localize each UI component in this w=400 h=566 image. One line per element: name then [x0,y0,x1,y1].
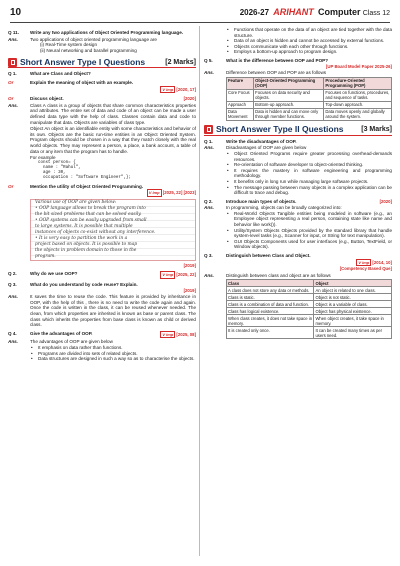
header-class: Class 12 [362,10,390,17]
bullet-item: • Utility/System Objects Objects provided by the standard library that handle system-level tasks (e.g., Scanner for input, or String for text manipulation). [204,228,392,239]
answer-5: Ans. Difference between OOP and POP are as follows [204,70,327,76]
header-subject: Computer [318,7,361,17]
bullet-item: • It emphasis on data rather than functions. [8,345,196,351]
page-header [10,6,390,22]
year-tag: V Imp [2020, 17] [162,86,196,92]
header-title [240,7,390,17]
board-tag: [UP Board Model Paper 2025-26] [325,63,392,69]
bullet-item: • It requires the mastery in software engineering and programming methodology. [204,168,392,179]
answer-4: Ans. The advantages of OOP are given below [8,339,113,345]
bullet-item: • Data of an object is hidden and cannot be accessed by external functions. [204,38,392,44]
table-row: A class does not store any data or methods. An object is related to one class. [227,287,392,294]
board-tag: [Competency Based Que] [339,266,392,272]
table-row: When class creates, it does not take space in memory. When object creates, it take space in memory. [227,315,392,327]
table-row: Class is a combination of data and function. Object is a variable of class. [227,301,392,308]
table-row: Class has logical existence. Object has physical existence. [227,308,392,315]
answer-item: (i) Real-Time system design [40,42,98,48]
table-row: Approach Bottom-up approach. Top-down approach. [227,101,392,108]
question-3: Q 3. What do you understand by code reuse? Explain. [8,282,138,288]
column-divider [199,26,200,556]
answer-3: Ans. Distinguish between class and object are as follows [204,272,331,278]
bullet-item: • Data structures are designed in such a way so as to characterise the objects. [8,356,196,362]
table-row: It is created only once. It can be created many times as per users need. [227,327,392,339]
answer-item: (ii) Neural networking and barallel programming [40,47,137,53]
bullet-item: • Objects communicate with each other through functions. [204,44,392,50]
oop-pop-table: Feature Object-Oriented Programming (OOP) Procedure-Oriented Programming (POP) Core Focus Focuses on data security and objects. Focuses on functions, procedures, and sequence of tasks. Approach Bottom-up approach. Top-down approach. Data Movement Data is hidden and can move only through member functions. Data moves openly and globally around the system. [226,77,392,121]
left-column: Q 11. Write any two applications of Object Oriented Programming language. Ans. Two applications of object oriented programming language are (i) Real-Time system design (ii) Neural networking and barallel programming Short Answer Type I Questions [2 Marks] Q 1. What are Class and Object? Or Explain the meaning of object with an example. V Imp [2020, 17] Or Discuss object. [2020] Ans. Class A class is a group of objects that share common characteristics properties and attributes. The entire set of data and code of an object can be made a user defined data type with the help of class. Classes contain data and code to manipulate that data. Objects are variables of class type. Object An object is an identifiable entity with some characteristics and behavior of its own. Objects are the basic run-time entities in an Object Oriented System. Program objects should be chosen in a way that they match closely with the real world objects. They may represent a person, a place, a bank account, a table of data or any item that the program has to handle. For example const person= { name : "Rahul", age : 30, occupation : "Software Engineer",}; Or Mention the utility of Object Oriented Programming. V Imp [2025, 22] [2023] Various use of OOP are given below: • OOP language allows to break the program into the bit sized problems that can be solved easily. • OOP systems can be easily upgraded from small to large systems. It is possible that multiple instances of objects co-exist without any interference. • It is very easy to partition the work in a project based on objects. It is possible to map the objects in problem domain to those in the program. [2019] Q 2. Why do we use OOP? V Imp [2025, 22] Q 3. What do you understand by code reuse? Explain. [2019] Ans. It saves the time to reuse the code. This feature is provided by inheritance in OOP, with the help of this , there is no need to write the code again and again. Once the code is written in the class, it can be reused whenever needed. The clean, from which properties are inherited is known as base or parent class. The class which inherits the properties from base class is known as child or derived class. Q 4. Give the advantages of OOP. V Imp [2025, 08] Ans. The advantages of OOP are given below • It emphasis on data rather than functions. • Programs are divided into sets of related objects. • Data structures are designed in such a way so as to characterise the objects. [8,27,196,362]
answer-3: Ans. It saves the time to reuse the code. This feature is provided by inheritance in OOP, with the help of this , there is no need to write the code again and again. Once the code is written in the class, it can be reused whenever needed. The clean, from which properties are inherited is known as base or parent class. The class which inherits the properties from base class is known as child or derived class. [8,294,196,328]
or-question: Or Explain the meaning of object with an example. [8,79,134,85]
year-tag: V Imp [2014, 10] [358,259,392,265]
handwritten-answer: Various use of OOP are given below: • OOP language allows to break the program into the bit sized problems that can be solved easily. • OOP systems can be easily upgraded from small to large systems. It is possible that multiple instances of objects co-exist without any interference. • It is very easy to partition the work in a project based on objects. It is possible to map the objects in problem domain to those in the program. [30,199,196,261]
bullet-item: • Real-World Objects Tangible entities being modeled in software (e.g., an Employee object representing a real person, containing state like name and behavior like work()). [204,211,392,228]
year-tag: [2019] [183,262,196,268]
brand-logo: ARIHANT [273,7,314,17]
question-1: Q 1. What are Class and Object? [8,71,91,77]
question-2: Q 2. Why do we use OOP? V Imp [2025, 22] [8,271,196,278]
question-11: Q 11. Write any two applications of Object Oriented Programming language. [8,30,184,35]
code-line: name : "Rahul", [38,165,81,170]
code-line: occupation : "Software Engineer",}; [38,175,131,180]
answer-1: Ans. Disadvantages of OOP are given below [204,145,307,151]
bullet-item: • Functions that operate on the data of an object are tied together with the data structure. [204,27,392,38]
bullet-item: • Employs a bottom-up approach to program design. [204,49,392,55]
answer-1: Ans. Class A class is a group of objects that share common characteristics properties and attributes. The entire set of data and code of an object can be made a user defined data type with the help of class. Classes contain data and code to manipulate that data. Objects are variables of class type. [8,102,196,125]
table-row: Core Focus Focuses on data security and objects. Focuses on functions, procedures, and sequence of tasks. [227,89,392,101]
page-number: 10 [10,7,22,18]
right-column [204,27,392,339]
section-heading-type-2: Short Answer Type II Questions [3 Marks] [204,125,392,136]
code-line: age : 30, [38,170,66,175]
answer-1-object: Object An object is an identifiable entity with some characteristics and behavior of its own. Objects are the basic run-time entities in an Object Oriented System. Program objects should be chosen in a way that they match closely with the real world objects. They may represent a person, a place, a bank account, a table of data or any item that the program has to handle. [30,126,196,154]
bullet-item: • GUI Objects Components used for user interfaces (e.g., Button, TextField, or Window objects). [204,239,392,250]
header-year: 2026-27 [239,8,270,17]
bullet-item: • The message passing between many objects in a complex application can be difficult to trace and debug. [204,185,392,196]
answer-11: Ans. Two applications of object oriented programming language are [8,36,157,42]
or-question: Or Discuss object. [2020] [8,96,196,102]
question-2: Q 2. Introduce main types of objects. [2020] [204,198,392,204]
answer-2: Ans. In programming, objects can be broadly categorized into: [204,205,342,211]
year-tag: V Imp [2025, 22] [2023] [148,190,196,196]
code-line: const person= { [38,160,76,165]
or-question: Or Mention the utility of Object Oriented Programming. [8,183,144,189]
bullet-item: • It benefits only in long run while managing large software projects. [204,179,392,185]
bullet-item: • Programs are divided into sets of related objects. [8,351,196,357]
table-row: Class is static. Object is not static. [227,294,392,301]
question-3: Q 3. Distinguish between Class and Object. [204,253,311,259]
class-object-table: Class Object A class does not store any data or methods. An object is related to one class. Class is static. Object is not static. Class is a combination of data and function. Object is a variable of class. Class has logical existence. Object has physical existence. When class creates, it does not take space in memory. When object creates, it take space in memory. It is created only once. It can be created many times as per users need. [226,279,392,339]
bullet-item: • Object Oriented Programs require greater processing overhead-demands resources. [204,151,392,162]
year-tag: [2019] [183,287,196,293]
bullet-item: • Re-orientation of software developer to object-oriented thinking. [204,162,392,168]
book-icon [8,58,17,67]
table-row: Data Movement Data is hidden and can move only through member functions. Data moves openly and globally around the system. [227,108,392,120]
book-icon [204,125,213,134]
question-4: Q 4. Give the advantages of OOP. V Imp [2025, 08] [8,330,196,337]
question-1: Q 1. Write the disadvantages of OOP. [204,138,297,144]
section-heading-type-1: Short Answer Type I Questions [2 Marks] [8,57,196,68]
header-rule [10,22,390,23]
question-5: Q 5. What is the difference between OOP and POP? [204,57,329,63]
